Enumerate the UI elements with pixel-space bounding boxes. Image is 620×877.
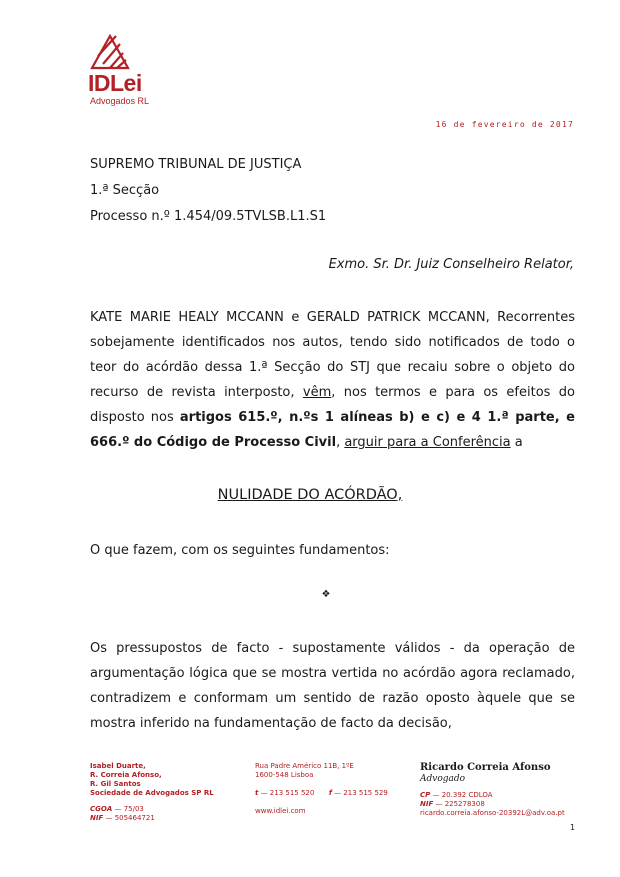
- legal-articles: artigos 615.º, n.ºs 1 alíneas b) e c) e 4 1.ª parte, e 666.º do Código de Processo Civil: [90, 410, 575, 450]
- lawyer-role: Advogado: [420, 774, 466, 784]
- appellant-names-1: KATE MARIE HEALY MCCANN: [90, 310, 284, 325]
- paragraph-intro: KATE MARIE HEALY MCCANN e GERALD PATRICK MCCANN, Recorrentes sobejamente identificados nos autos, tendo sido notificados de todo o teor do acórdão dessa 1.ª Secção do STJ que recaiu sobre o objeto do recurso de revista interposto, vêm, nos termos e para os efeitos do disposto nos artigos 615.º, n.ºs 1 alíneas b) e c) e 4 1.ª parte, e 666.º do Código de Processo Civil, arguir para a Conferência a: [90, 310, 575, 450]
- footer-phones: t — 213 515 520 f — 213 515 529: [255, 789, 388, 797]
- footer-website[interactable]: www.idlei.com: [255, 807, 306, 815]
- appellant-names-2: GERALD PATRICK MCCANN: [306, 310, 486, 325]
- salutation: Exmo. Sr. Dr. Juiz Conselheiro Relator,: [328, 257, 574, 272]
- nulidade-heading: NULIDADE DO ACÓRDÃO,: [217, 487, 403, 503]
- lawyer-name: Ricardo Correia Afonso: [420, 762, 551, 773]
- footer-firm-ids: CGOA — 75/03 NIF — 505464721: [90, 805, 155, 822]
- logo-name: IDLei: [88, 70, 142, 96]
- court-section: 1.ª Secção: [90, 183, 160, 198]
- footer-lawyer-ids: CP — 20.392 CDLOA NIF — 225278308 ricardo.correia.afonso-20392L@adv.oa.pt: [420, 791, 565, 817]
- page-number: 1: [570, 823, 576, 832]
- footer-firm: Isabel Duarte, R. Correia Afonso, R. Gil Santos Sociedade de Advogados SP RL: [90, 762, 214, 797]
- document-date: 16 de fevereiro de 2017: [435, 120, 574, 129]
- footer-address: Rua Padre Américo 11B, 1ºE 1600-548 Lisboa: [255, 762, 354, 779]
- lawyer-email[interactable]: ricardo.correia.afonso-20392L@adv.oa.pt: [420, 809, 565, 817]
- paragraph-arguments: Os pressupostos de facto - supostamente válidos - da operação de argumentação lógica que se mostra vertida no acórdão agora reclamado, contradizem e conformam um sentido de razão oposto àquele que se mostra inferido na fundamentação de facto da decisão,: [90, 641, 575, 731]
- court-name: SUPREMO TRIBUNAL DE JUSTIÇA: [90, 157, 302, 172]
- vem-underlined: vêm: [302, 385, 332, 400]
- process-number: Processo n.º 1.454/09.5TVLSB.L1.S1: [90, 209, 327, 224]
- separator-icon: ❖: [321, 589, 331, 600]
- logo: [88, 34, 148, 70]
- arguir-underlined: arguir para a Conferência: [344, 435, 511, 450]
- logo-subtitle: Advogados RL: [90, 96, 150, 106]
- idlei-logo-icon: [90, 34, 130, 70]
- paragraph-grounds: O que fazem, com os seguintes fundamentos:: [90, 543, 390, 558]
